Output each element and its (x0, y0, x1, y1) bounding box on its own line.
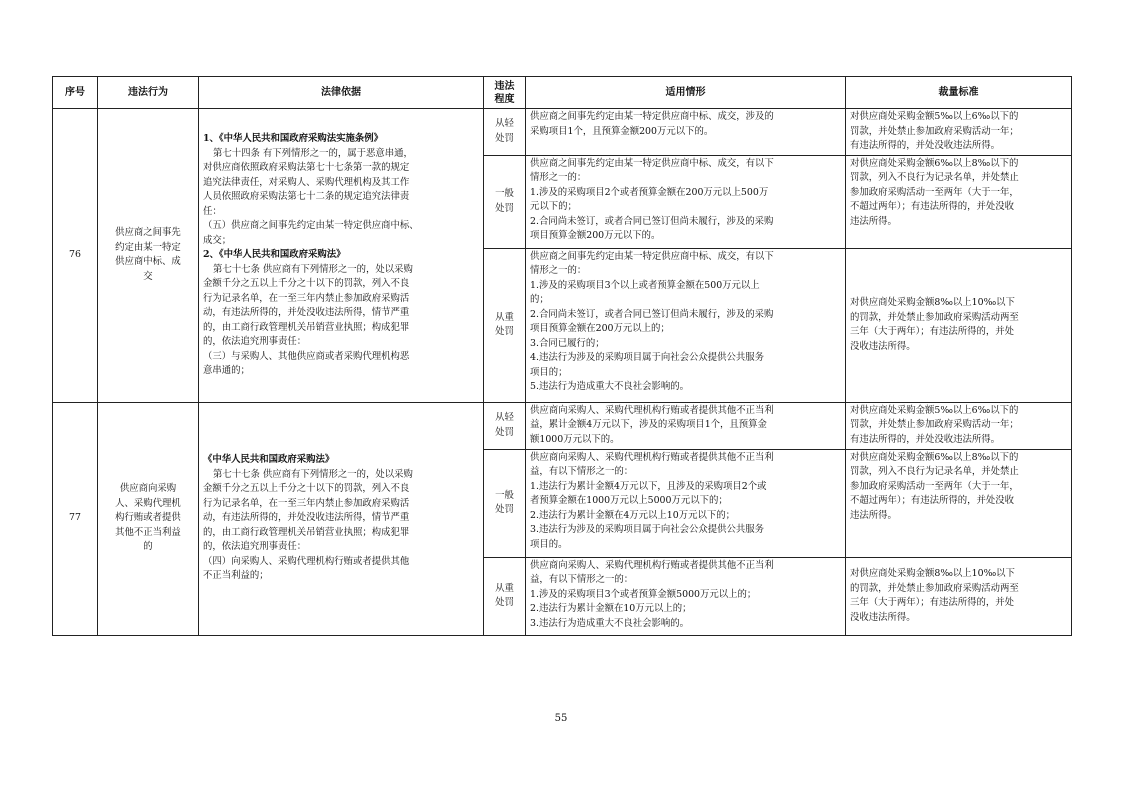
situation-line: 情形之一的： (530, 172, 587, 183)
situation-line: 益，累计金额4万元以下，涉及的采购项目1个，且预算金 (530, 419, 767, 430)
standard-cell (846, 155, 1072, 248)
standard-line: 对供应商处采购金额8‰以上10‰以下 (850, 297, 1015, 308)
situation-line: 2.违法行为累计金额在10万元以上的； (530, 603, 692, 614)
situation-line: 1.涉及的采购项目2个或者预算金额在200万元以上500万 (530, 186, 769, 198)
standard-line: 不超过两年）；有违法所得的，并处没收 (850, 495, 1015, 506)
standard-line: 不超过两年）；有违法所得的，并处没收 (850, 201, 1015, 212)
header-standard: 裁量标准 (846, 77, 1072, 109)
basis-line: 1、《中华人民共和国政府采购法实施条例》 (203, 133, 383, 144)
basis-line: 对供应商依照政府采购法第七十七条第一款的规定 (203, 162, 410, 173)
basis-line: 意串通的； (203, 365, 250, 376)
situation-line: 情形之一的： (530, 265, 587, 276)
standard-line: 三年（大于两年）；有违法所得的，并处 (850, 597, 1015, 608)
basis-line: 的，依法追究刑事责任： (203, 541, 307, 553)
penalty-table (52, 76, 1072, 636)
degree-line: 处罚 (495, 426, 514, 438)
standard-cell (846, 402, 1072, 449)
legal-basis (199, 109, 484, 403)
situation-line: 供应商之间事先约定由某一特定供应商中标、成交，有以下 (530, 250, 774, 262)
act-line: 约定由某一特定 (115, 241, 181, 253)
situation-line: 5.违法行为造成重大不良社会影响的。 (530, 381, 689, 392)
situation-cell (526, 109, 846, 156)
situation-cell (526, 402, 846, 449)
standard-line: 罚款，并处禁止参加政府采购活动一年； (850, 419, 1019, 430)
degree-line: 处罚 (495, 504, 514, 515)
standard-line: 违法所得。 (850, 215, 897, 227)
situation-cell (526, 155, 846, 248)
act-line: 供应商之间事先 (115, 227, 181, 239)
header-degree-line: 程度 (494, 93, 515, 105)
standard-line: 没收违法所得。 (850, 611, 916, 623)
situation-cell (526, 557, 846, 635)
degree-line: 一般 (495, 188, 514, 199)
act-line: 供应商中标、成 (115, 256, 181, 268)
standard-cell (846, 557, 1072, 635)
act-line: 人、采购代理机 (115, 497, 181, 509)
standard-line: 没收违法所得。 (850, 340, 916, 352)
standard-line: 违法所得。 (850, 509, 897, 521)
situation-line: 供应商向采购人、采购代理机构行贿或者提供其他不正当利 (530, 559, 774, 571)
basis-line: 的，由工商行政管理机关吊销营业执照；构成犯罪 (203, 526, 410, 538)
basis-line: 任： (203, 205, 222, 217)
standard-line: 的罚款，并处禁止参加政府采购活动两至 (850, 582, 1019, 594)
act-line: 其他不正当利益 (115, 526, 181, 538)
standard-line: 参加政府采购活动一至两年（大于一年， (850, 480, 1019, 492)
situation-line: 2.合同尚未签订，或者合同已签订但尚未履行，涉及的采购 (530, 215, 774, 227)
situation-line: 的； (530, 294, 549, 305)
degree-line: 一般 (495, 489, 514, 501)
degree-cell (484, 557, 526, 635)
situation-line: 1.违法行为累计金额4万元以下，且涉及的采购项目2个或 (530, 480, 767, 492)
table-row (53, 402, 1072, 449)
situation-line: 项目的； (530, 366, 568, 378)
violation-act (98, 109, 199, 403)
standard-line: 有违法所得的，并处没收违法所得。 (850, 433, 1001, 445)
standard-line: 罚款，并处禁止参加政府采购活动一年； (850, 125, 1019, 137)
situation-line: 供应商之间事先约定由某一特定供应商中标、成交，涉及的 (530, 111, 774, 122)
situation-line: 益，有以下情形之一的： (530, 574, 634, 585)
basis-line: 《中华人民共和国政府采购法》 (203, 454, 335, 466)
basis-line: （三）与采购人、其他供应商或者采购代理机构恶 (203, 350, 410, 362)
situation-line: 供应商之间事先约定由某一特定供应商中标、成交，有以下 (530, 157, 774, 169)
situation-line: 项目的。 (530, 538, 568, 550)
act-line: 构行贿或者提供 (115, 512, 181, 524)
situation-line: 供应商向采购人、采购代理机构行贿或者提供其他不正当利 (530, 451, 774, 463)
degree-line: 处罚 (495, 326, 514, 337)
basis-line: 金额千分之五以上千分之十以下的罚款，列入不良 (203, 278, 410, 289)
situation-line: 元以下的； (530, 201, 577, 212)
situation-line: 益，有以下情形之一的： (530, 466, 634, 477)
standard-line: 有违法所得的，并处没收违法所得。 (850, 140, 1001, 151)
act-line: 交 (143, 270, 153, 282)
violation-act (98, 402, 199, 635)
situation-line: 3.违法行为涉及的采购项目属于向社会公众提供公共服务 (530, 524, 764, 535)
situation-line: 4.违法行为涉及的采购项目属于向社会公众提供公共服务 (530, 352, 764, 363)
standard-line: 的罚款，并处禁止参加政府采购活动两至 (850, 311, 1019, 323)
act-line: 供应商向采购 (119, 483, 177, 495)
header-row (53, 77, 1072, 109)
situation-line: 供应商向采购人、采购代理机构行贿或者提供其他不正当利 (530, 404, 774, 416)
header-no: 序号 (53, 77, 98, 109)
basis-line: 行为记录名单，在一至三年内禁止参加政府采购活 (203, 292, 410, 304)
basis-line: （四）向采购人、采购代理机构行贿或者提供其他 (203, 555, 410, 567)
basis-line: 成交； (203, 234, 232, 246)
degree-cell (484, 248, 526, 402)
situation-line: 3.违法行为造成重大不良社会影响的。 (530, 617, 689, 629)
basis-line: 第七十四条 有下列情形之一的，属于恶意串通， (213, 147, 413, 159)
situation-line: 项目预算金额200万元以下的。 (530, 230, 661, 241)
basis-line: 动，有违法所得的，并处没收违法所得，情节严重 (203, 512, 410, 524)
situation-line: 者预算金额在1000万元以上5000万元以下的； (530, 495, 728, 506)
basis-line: 不正当利益的； (203, 570, 269, 582)
standard-line: 参加政府采购活动一至两年（大于一年， (850, 186, 1019, 198)
situation-line: 1.涉及的采购项目3个或者预算金额5000万元以上的； (530, 588, 757, 600)
standard-cell (846, 248, 1072, 402)
degree-line: 处罚 (495, 597, 514, 608)
degree-cell (484, 109, 526, 156)
situation-line: 采购项目1个，且预算金额200万元以下的。 (530, 125, 714, 137)
standard-cell (846, 449, 1072, 557)
table-row (53, 109, 1072, 156)
basis-line: 2、《中华人民共和国政府采购法》 (203, 249, 346, 260)
header-situation: 适用情形 (526, 77, 846, 109)
basis-line: 金额千分之五以上千分之十以下的罚款，列入不良 (203, 483, 410, 495)
degree-line: 从轻 (495, 118, 514, 130)
situation-line: 2.合同尚未签订，或者合同已签订但尚未履行，涉及的采购 (530, 308, 774, 320)
degree-line: 处罚 (495, 132, 514, 144)
basis-line: 的，依法追究刑事责任： (203, 336, 307, 347)
degree-cell (484, 155, 526, 248)
basis-line: 的，由工商行政管理机关吊销营业执照；构成犯罪 (203, 321, 410, 333)
standard-line: 对供应商处采购金额6‰以上8‰以下的 (850, 157, 1019, 169)
standard-line: 对供应商处采购金额5‰以上6‰以下的 (850, 404, 1019, 416)
situation-line: 3.合同已履行的； (530, 337, 605, 349)
standard-cell (846, 109, 1072, 156)
standard-line: 对供应商处采购金额8‰以上10‰以下 (850, 568, 1015, 579)
row-number: 76 (53, 109, 98, 403)
situation-line: 2.违法行为累计金额在4万元以上10万元以下的； (530, 509, 735, 521)
page-number: 55 (554, 713, 568, 724)
basis-line: 追究法律责任，对采购人、采购代理机构及其工作 (203, 176, 410, 188)
basis-line: 行为记录名单，在一至三年内禁止参加政府采购活 (203, 497, 410, 509)
header-degree (484, 77, 526, 109)
situation-line: 项目预算金额在200万元以上的； (530, 323, 670, 334)
basis-line: 第七十七条 供应商有下列情形之一的，处以采购 (213, 468, 413, 480)
degree-line: 从重 (495, 582, 514, 594)
standard-line: 罚款，列入不良行为记录名单，并处禁止 (850, 466, 1019, 477)
basis-line: 人员依照政府采购法第七十二条的规定追究法律责 (203, 191, 410, 202)
degree-line: 处罚 (495, 202, 514, 214)
row-number: 77 (53, 402, 98, 635)
standard-line: 罚款，列入不良行为记录名单，并处禁止 (850, 172, 1019, 183)
degree-cell (484, 402, 526, 449)
header-basis: 法律依据 (199, 77, 484, 109)
act-line: 的 (143, 541, 153, 553)
header-degree-line: 违法 (494, 80, 515, 92)
degree-line: 从轻 (495, 412, 514, 423)
situation-cell (526, 248, 846, 402)
header-act: 违法行为 (98, 77, 199, 109)
degree-cell (484, 449, 526, 557)
standard-line: 对供应商处采购金额5‰以上6‰以下的 (850, 111, 1019, 122)
legal-basis (199, 402, 484, 635)
situation-cell (526, 449, 846, 557)
situation-line: 额1000万元以下的。 (530, 433, 620, 445)
situation-line: 1.涉及的采购项目3个以上或者预算金额在500万元以上 (530, 279, 760, 291)
basis-line: 第七十七条 供应商有下列情形之一的，处以采购 (213, 263, 413, 275)
standard-line: 三年（大于两年）；有违法所得的，并处 (850, 326, 1015, 337)
degree-line: 从重 (495, 311, 514, 323)
standard-line: 对供应商处采购金额6‰以上8‰以下的 (850, 451, 1019, 463)
basis-line: 动，有违法所得的，并处没收违法所得，情节严重 (203, 307, 410, 318)
basis-line: （五）供应商之间事先约定由某一特定供应商中标、 (203, 220, 419, 231)
